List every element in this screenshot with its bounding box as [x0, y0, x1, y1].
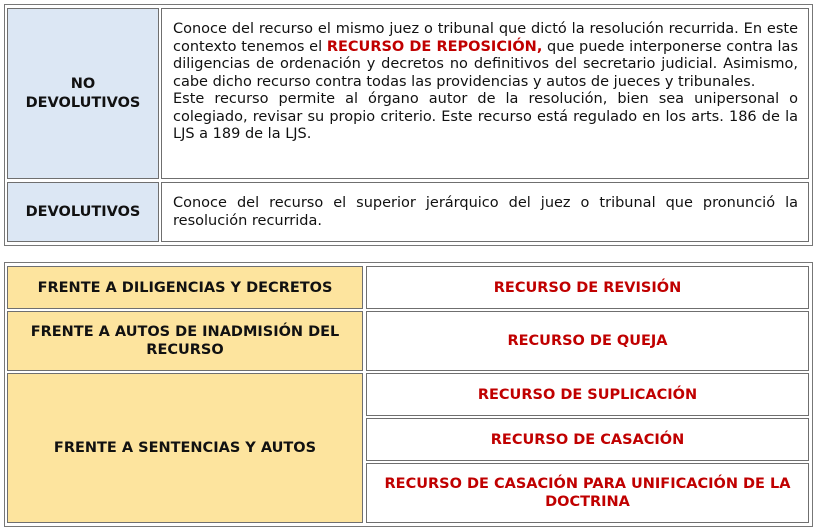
description-devolutivos: Conoce del recurso el superior jerárquico del juez o tribunal que pronunció la resolución recurrida. — [161, 182, 809, 242]
paragraph-1: Conoce del recurso el mismo juez o tribunal que dictó la resolución recurrida. En este contexto tenemos el RECURSO DE REPOSICIÓN, que puede interponerse contra las diligencias de ordenación y decretos no definitivos del secretario judicial. Asimismo, cabe dicho recurso contra todas las providencias y autos de jueces y tribunales. — [173, 21, 798, 90]
recurso-queja: RECURSO DE QUEJA — [366, 311, 809, 371]
recurso-casacion-unificacion-doctrina: RECURSO DE CASACIÓN PARA UNIFICACIÓN DE LA DOCTRINA — [366, 463, 809, 523]
paragraph-2: Este recurso permite al órgano autor de la resolución, bien sea unipersonal o colegiado, revisar su propio criterio. Este recurso está regulado en los arts. 186 de la LJS a 189 de la LJS. — [173, 91, 798, 142]
header-devolutivos: DEVOLUTIVOS — [7, 182, 159, 242]
row-autos-inadmision: FRENTE A AUTOS DE INADMISIÓN DEL RECURSO — [7, 311, 363, 371]
row-diligencias-decretos: FRENTE A DILIGENCIAS Y DECRETOS — [7, 266, 363, 309]
row-sentencias-autos: FRENTE A SENTENCIAS Y AUTOS — [7, 373, 363, 523]
recurso-revision: RECURSO DE REVISIÓN — [366, 266, 809, 309]
header-no-devolutivos: NO DEVOLUTIVOS — [7, 8, 159, 179]
recurso-reposicion-highlight: RECURSO DE REPOSICIÓN, — [326, 38, 543, 55]
description-no-devolutivos — [161, 8, 809, 179]
recurso-casacion: RECURSO DE CASACIÓN — [366, 418, 809, 461]
recurso-suplicacion: RECURSO DE SUPLICACIÓN — [366, 373, 809, 416]
